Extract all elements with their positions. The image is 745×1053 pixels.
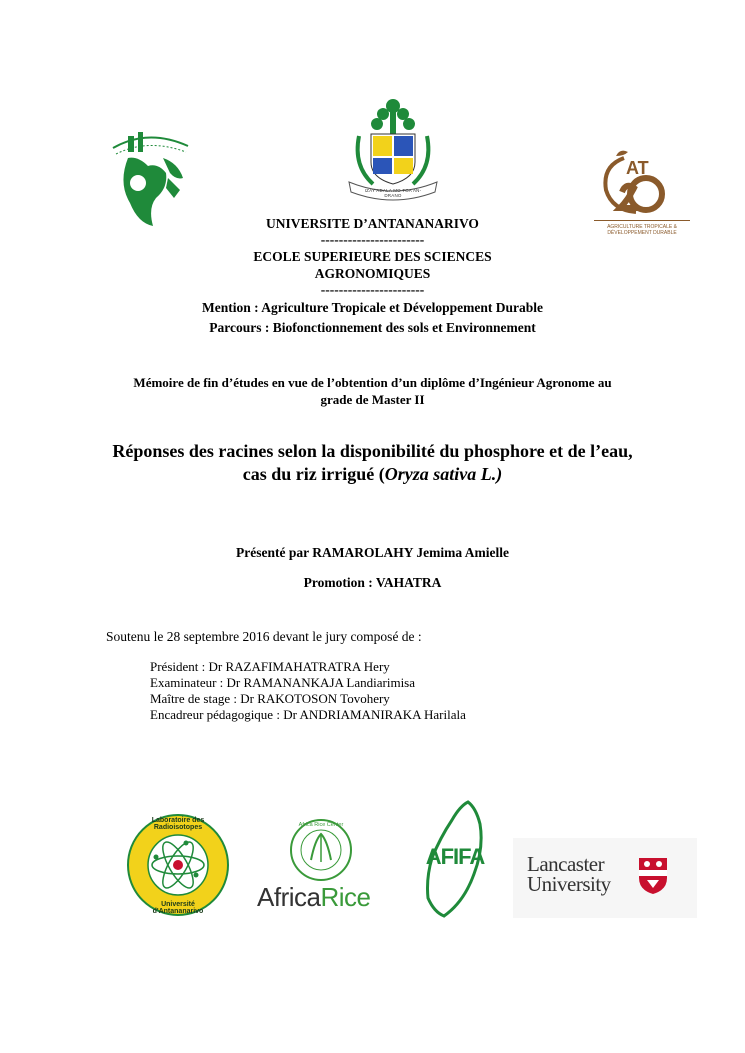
lancaster-logo [513,838,697,918]
memoire-line2: grade de Master II [320,392,425,407]
thesis-title-prefix: cas du riz irrigué ( [242,464,385,484]
jury-examiner: Examinateur : Dr RAMANANKAJA Landiarimisa [150,675,416,690]
lri-logo [126,813,230,917]
africarice-word-a: Africa [257,882,321,912]
parcours: Parcours : Biofonctionnement des sols et Environnement [209,320,536,335]
university-crest [343,96,443,206]
thesis-title-line1: Réponses des racines selon la disponibilité du phosphore et de l’eau, [112,441,633,461]
university-name: UNIVERSITE D’ANTANANARIVO [266,216,479,231]
jury-academic-advisor: Encadreur pédagogique : Dr ANDRIAMANIRAKA Harilala [150,707,466,722]
jury-president: Président : Dr RAZAFIMAHATRATRA Hery [150,659,390,674]
lancaster-shield-icon [637,856,669,896]
at2d-mark: AT [626,158,649,178]
mention: Mention : Agriculture Tropicale et Développement Durable [202,300,543,315]
school-name-line2: AGRONOMIQUES [314,266,431,281]
lri-top-text: Laboratoire des Radioisotopes [151,817,205,831]
university-motto: IZAY ADALA MO TOA AN-DRANO [364,188,422,198]
at2d-caption-2: DÉVELOPPEMENT DURABLE [607,230,677,236]
at2d-caption-1: AGRICULTURE TROPICALE & [607,224,677,230]
header-separator-2: ----------------------- [320,282,425,297]
defense-intro: Soutenu le 28 septembre 2016 devant le jury composé de : [106,629,422,644]
jury-supervisor: Maître de stage : Dr RAKOTOSON Tovohery [150,691,390,706]
africarice-word-b: Ri [320,882,345,912]
header-separator: ----------------------- [320,232,425,247]
lri-bottom-text: Université d'Antananarivo [152,901,204,915]
promotion: Promotion : VAHATRA [303,575,442,590]
essa-logo [108,128,194,230]
africarice-circle-text: Africa Rice Center [298,822,344,828]
memoire-line1: Mémoire de fin d’études en vue de l’obtention d’un diplôme d’Ingénieur Agronome au [133,375,612,390]
lancaster-text-2: University [527,872,611,896]
thesis-title-line2 [0,463,745,486]
afifa-text: AFIFA [425,844,485,869]
lancaster-text-1: Lancaster [527,852,605,876]
africarice-wordmark [257,882,371,913]
school-name-line1: ECOLE SUPERIEURE DES SCIENCES [253,249,492,264]
presented-by: Présenté par RAMAROLAHY Jemima Amielle [236,545,509,560]
species-name: Oryza sativa L.) [384,464,503,484]
afifa-logo [418,798,492,920]
africarice-logo [255,818,385,918]
africarice-word-c: ce [344,882,371,912]
